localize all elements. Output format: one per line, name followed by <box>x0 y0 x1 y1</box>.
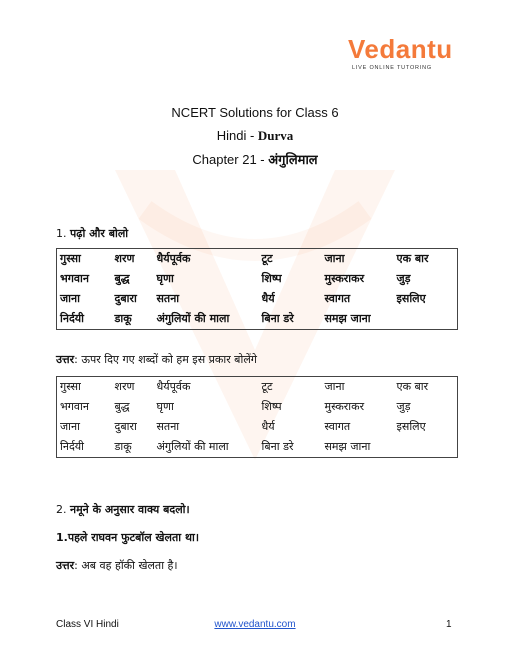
table-cell: बुद्ध <box>114 272 130 285</box>
table-cell <box>394 437 458 458</box>
table-cell: दुबारा <box>114 420 137 433</box>
table-cell: बिना डरे <box>261 440 294 453</box>
table-cell: जाना <box>60 420 80 433</box>
table-cell: समझ जाना <box>324 440 371 453</box>
table-cell: गुस्सा <box>60 252 81 265</box>
table-row <box>57 377 458 398</box>
table-cell: स्वागत <box>324 420 351 433</box>
table-row <box>57 289 458 309</box>
table-cell: अंगुलियों की माला <box>156 312 230 325</box>
table-cell: स्वागत <box>324 292 351 305</box>
table-cell: शरण <box>114 380 135 393</box>
chapter-name: अंगुलिमाल <box>268 152 318 167</box>
table-row <box>57 249 458 270</box>
question-1-heading: 1. पढ़ो और बोलो <box>56 227 129 240</box>
table-cell: निर्दयी <box>60 312 85 325</box>
table-row <box>57 309 458 330</box>
footer-class-label: Class VI Hindi <box>56 619 119 630</box>
word-table-question <box>56 248 458 330</box>
table-cell: इसलिए <box>396 420 426 433</box>
table-cell: जुड़ <box>396 400 411 413</box>
page-number: 1 <box>446 619 452 630</box>
table-cell: जाना <box>60 292 80 305</box>
table-cell: एक बार <box>396 252 429 265</box>
table-cell: एक बार <box>396 380 429 393</box>
table-row <box>57 269 458 289</box>
footer-link-wrap <box>0 619 510 630</box>
table-cell: घृणा <box>156 400 174 413</box>
table-cell: बुद्ध <box>114 400 130 413</box>
table-cell: गुस्सा <box>60 380 81 393</box>
table-cell: अंगुलियों की माला <box>156 440 229 453</box>
answer-label: उत्तर <box>56 353 75 366</box>
answer-label: उत्तर <box>56 559 75 572</box>
word-table-answer <box>56 376 458 458</box>
table-cell: डाकू <box>114 440 132 453</box>
table-cell: शरण <box>114 252 135 265</box>
table-cell: मुस्कराकर <box>324 272 365 285</box>
table-cell: जाना <box>324 252 345 265</box>
chapter-line: Chapter 21 - अंगुलिमाल <box>192 152 318 167</box>
table-cell <box>394 309 458 330</box>
table-cell: सतना <box>156 292 180 305</box>
table-cell: टूट <box>261 252 273 265</box>
table-cell: धैर्य <box>261 420 275 433</box>
table-cell: बिना डरे <box>261 312 294 325</box>
table-row <box>57 397 458 417</box>
table-row <box>57 417 458 437</box>
table-cell: दुबारा <box>114 292 137 305</box>
table-cell: धैर्यपूर्वक <box>156 252 191 265</box>
table-cell: निर्दयी <box>60 440 85 453</box>
table-cell: सतना <box>156 420 180 433</box>
table-cell: डाकू <box>114 312 132 325</box>
subject-line: Hindi - Durva <box>216 128 294 143</box>
brand-name: Vedantu <box>348 34 453 64</box>
table-cell: धैर्यपूर्वक <box>156 380 191 393</box>
answer-1: उत्तर: ऊपर दिए गए शब्दों को हम इस प्रकार बोलेंगे <box>56 353 257 366</box>
table-cell: मुस्कराकर <box>324 400 365 413</box>
table-cell: टूट <box>261 380 273 393</box>
table-cell: धैर्य <box>261 292 275 305</box>
answer-2: उत्तर: अब वह हॉकी खेलता है। <box>56 559 178 572</box>
website-link[interactable]: www.vedantu.com <box>214 619 296 630</box>
brand-tagline: LIVE ONLINE TUTORING <box>352 65 432 71</box>
table-cell: जाना <box>324 380 345 393</box>
table-row <box>57 437 458 458</box>
table-cell: भगवान <box>60 272 89 285</box>
doc-title: NCERT Solutions for Class 6 <box>171 105 339 120</box>
question-2-heading: 2. नमूने के अनुसार वाक्य बदलो। <box>56 503 190 516</box>
table-cell: शिष्प <box>261 400 282 413</box>
table-cell: इसलिए <box>396 292 426 305</box>
table-cell: समझ जाना <box>324 312 371 325</box>
question-2-example: 1.पहले राघवन फुटबॉल खेलता था। <box>56 531 200 544</box>
vedantu-logo <box>348 36 458 71</box>
table-cell: घृणा <box>156 272 174 285</box>
table-cell: शिष्प <box>261 272 282 285</box>
table-cell: भगवान <box>60 400 89 413</box>
table-cell: जुड़ <box>396 272 411 285</box>
book-name: Durva <box>257 128 294 143</box>
